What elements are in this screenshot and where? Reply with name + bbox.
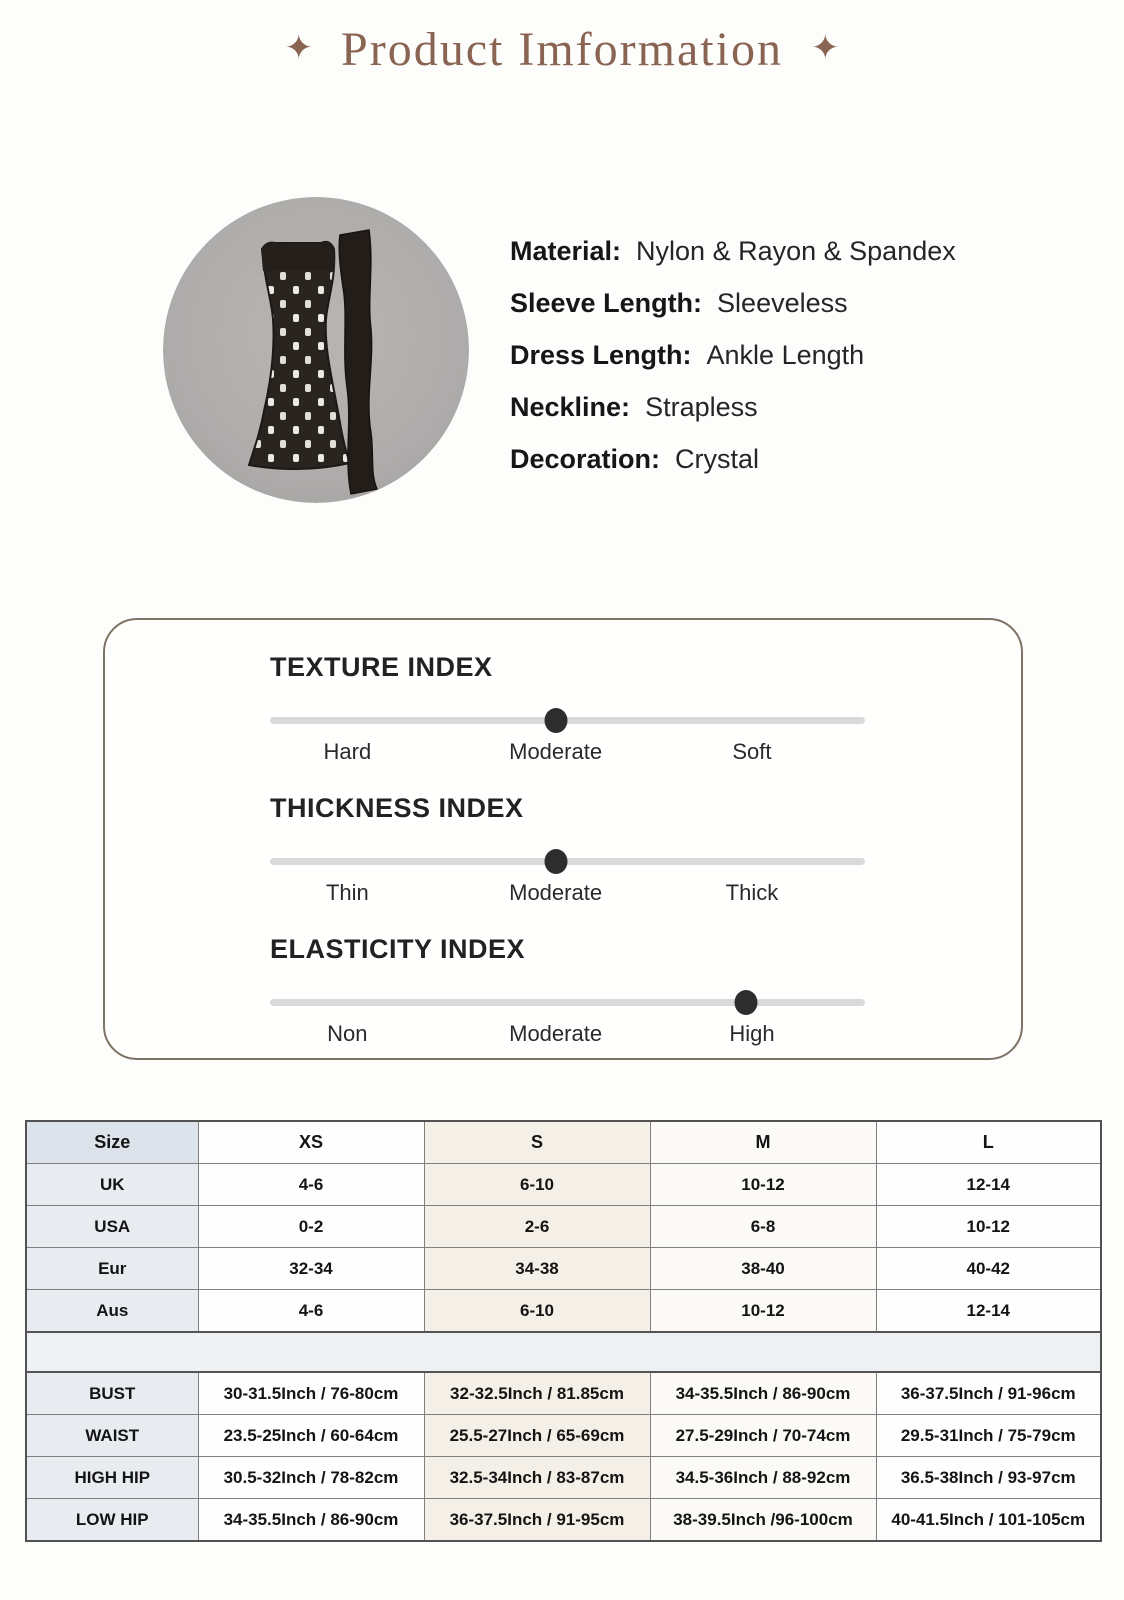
value-cell: 38-40 (650, 1248, 876, 1290)
value-cell: 10-12 (650, 1164, 876, 1206)
elasticity-index-title: ELASTICITY INDEX (270, 934, 526, 964)
value-cell: 32-32.5Inch / 81.85cm (424, 1372, 650, 1415)
value-cell: 6-10 (424, 1164, 650, 1206)
spec-list (510, 236, 956, 496)
value-cell: 12-14 (876, 1164, 1101, 1206)
dress-illustration (163, 197, 469, 503)
header-cell: S (424, 1121, 650, 1164)
spec-row-decoration (510, 444, 956, 475)
slider-track (270, 999, 865, 1006)
row-label-cell: Eur (26, 1248, 198, 1290)
value-cell: 4-6 (198, 1290, 424, 1333)
table-row (26, 1164, 1101, 1206)
spec-label: Decoration: (510, 444, 661, 474)
slider-dot (544, 708, 567, 733)
row-label-cell: Aus (26, 1290, 198, 1333)
table-row (26, 1372, 1101, 1415)
value-cell: 23.5-25Inch / 60-64cm (198, 1415, 424, 1457)
spec-value: Strapless (645, 392, 758, 422)
table-row (26, 1248, 1101, 1290)
value-cell: 40-41.5Inch / 101-105cm (876, 1499, 1101, 1542)
header-cell: Size (26, 1121, 198, 1164)
value-cell: 4-6 (198, 1164, 424, 1206)
spec-value: Crystal (675, 444, 760, 474)
spec-row-sleeve-length (510, 288, 956, 319)
slider-labels (270, 880, 865, 910)
row-label-cell: LOW HIP (26, 1499, 198, 1542)
thickness-index-slider (270, 848, 865, 875)
value-cell: 32-34 (198, 1248, 424, 1290)
page-title-row (0, 22, 1124, 77)
value-cell: 10-12 (650, 1290, 876, 1333)
value-cell: 0-2 (198, 1206, 424, 1248)
spec-value: Nylon & Rayon & Spandex (636, 236, 956, 266)
header-cell: L (876, 1121, 1101, 1164)
texture-index-title: TEXTURE INDEX (270, 652, 493, 682)
value-cell: 27.5-29Inch / 70-74cm (650, 1415, 876, 1457)
row-label-cell: WAIST (26, 1415, 198, 1457)
value-cell: 32.5-34Inch / 83-87cm (424, 1457, 650, 1499)
thickness-index-title: THICKNESS INDEX (270, 793, 524, 823)
sparkle-icon: ✦ (284, 28, 314, 67)
slider-dot (544, 849, 567, 874)
table-row (26, 1415, 1101, 1457)
spec-label: Sleeve Length: (510, 288, 703, 318)
value-cell: 40-42 (876, 1248, 1101, 1290)
table-spacer-row (26, 1332, 1101, 1372)
slider-track (270, 717, 865, 724)
value-cell: 36-37.5Inch / 91-95cm (424, 1499, 650, 1542)
slider-labels (270, 739, 865, 769)
value-cell: 38-39.5Inch /96-100cm (650, 1499, 876, 1542)
value-cell: 34-38 (424, 1248, 650, 1290)
table-row (26, 1499, 1101, 1542)
value-cell: 12-14 (876, 1290, 1101, 1333)
size-table-head (26, 1121, 1101, 1164)
value-cell: 30.5-32Inch / 78-82cm (198, 1457, 424, 1499)
slider-label: High (729, 1021, 775, 1046)
value-cell: 36-37.5Inch / 91-96cm (876, 1372, 1101, 1415)
elasticity-index-slider (270, 989, 865, 1016)
header-cell: XS (198, 1121, 424, 1164)
row-label-cell: HIGH HIP (26, 1457, 198, 1499)
slider-label: Moderate (509, 739, 603, 764)
value-cell: 34-35.5Inch / 86-90cm (650, 1372, 876, 1415)
value-cell: 36.5-38Inch / 93-97cm (876, 1457, 1101, 1499)
size-table (25, 1120, 1102, 1542)
spec-row-material (510, 236, 956, 267)
slider-label: Thin (325, 880, 369, 905)
value-cell: 6-8 (650, 1206, 876, 1248)
fabric-index-panel (103, 618, 1023, 1060)
spec-label: Dress Length: (510, 340, 692, 370)
value-cell: 6-10 (424, 1290, 650, 1333)
spec-value: Ankle Length (706, 340, 865, 370)
slider-label: Moderate (509, 1021, 603, 1046)
value-cell: 34.5-36Inch / 88-92cm (650, 1457, 876, 1499)
slider-label: Moderate (509, 880, 603, 905)
header-cell: M (650, 1121, 876, 1164)
elasticity-index-group (270, 934, 865, 1051)
value-cell: 2-6 (424, 1206, 650, 1248)
thickness-index-group (270, 793, 865, 910)
row-label-cell: USA (26, 1206, 198, 1248)
value-cell: 34-35.5Inch / 86-90cm (198, 1499, 424, 1542)
sparkle-icon: ✦ (810, 28, 840, 67)
spec-label: Neckline: (510, 392, 631, 422)
slider-label: Non (327, 1021, 368, 1046)
slider-label: Hard (323, 739, 372, 764)
slider-track (270, 858, 865, 865)
table-row (26, 1206, 1101, 1248)
slider-labels (270, 1021, 865, 1051)
slider-label: Soft (732, 739, 772, 764)
value-cell: 29.5-31Inch / 75-79cm (876, 1415, 1101, 1457)
value-cell: 25.5-27Inch / 65-69cm (424, 1415, 650, 1457)
row-label-cell: BUST (26, 1372, 198, 1415)
table-row (26, 1290, 1101, 1333)
page-title: Product Imformation (341, 23, 783, 76)
spec-value: Sleeveless (717, 288, 848, 318)
value-cell: 30-31.5Inch / 76-80cm (198, 1372, 424, 1415)
spec-row-dress-length (510, 340, 956, 371)
slider-label: Thick (725, 880, 779, 905)
slider-dot (735, 990, 758, 1015)
table-header-row (26, 1121, 1101, 1164)
table-row (26, 1457, 1101, 1499)
spec-label: Material: (510, 236, 622, 266)
row-label-cell: UK (26, 1164, 198, 1206)
value-cell: 10-12 (876, 1206, 1101, 1248)
spec-row-neckline (510, 392, 956, 423)
product-image (163, 197, 469, 503)
spacer-cell (26, 1332, 1101, 1372)
size-table-body (26, 1164, 1101, 1542)
texture-index-slider (270, 707, 865, 734)
texture-index-group (270, 652, 865, 769)
